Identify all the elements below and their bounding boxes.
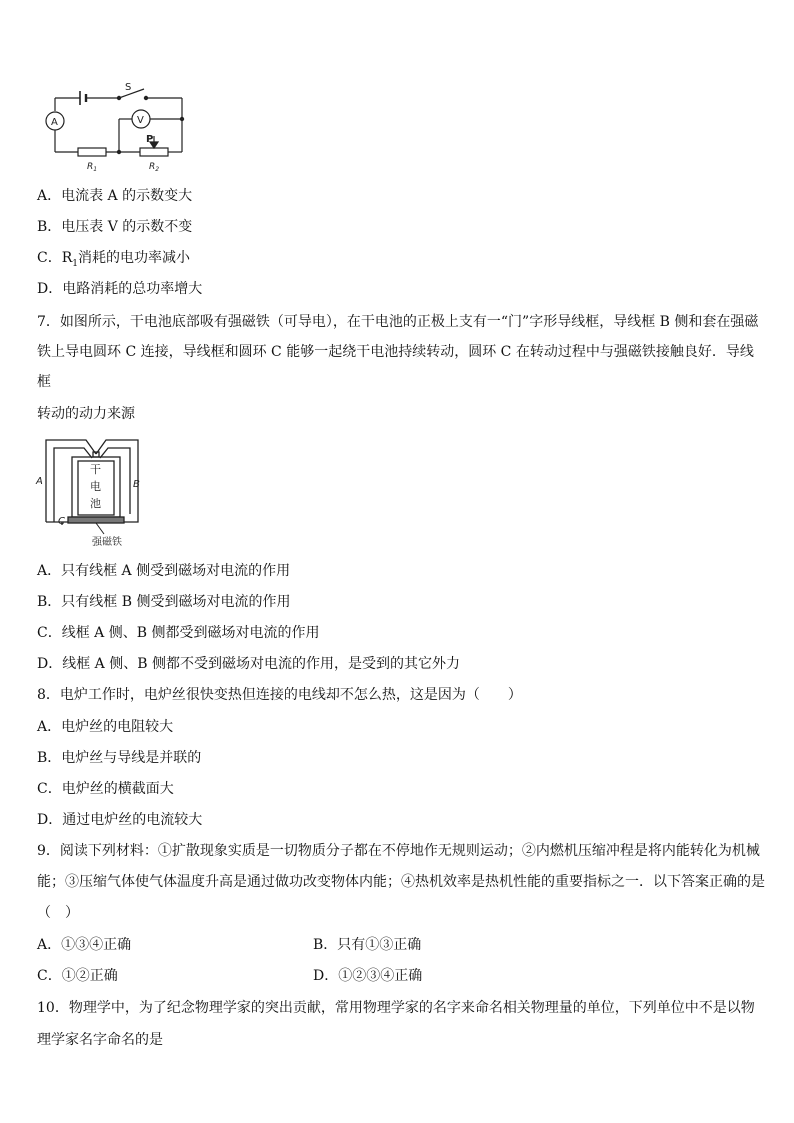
q8-option-b[interactable]: B．电炉丝与导线是并联的 (37, 750, 202, 766)
q8-stem: 8．电炉工作时，电炉丝很快变热但连接的电线却不怎么热，这是因为（ ） (37, 687, 522, 703)
q7-stem: 7．如图所示，干电池底部吸有强磁铁（可导电），在干电池的正极上支有一“门”字形导线框，导线框 B 侧和套在强磁铁上导电圆环 C 连接，导线框和圆环 C 能够一起绕干电池持续转动，圆环 C 在转动过程中与强磁铁接触良好．导线框 (37, 314, 759, 390)
q9-option-a[interactable]: A．①③④正确 (37, 937, 132, 953)
circuit-diagram (40, 78, 200, 173)
q8-option-a[interactable]: A．电炉丝的电阻较大 (37, 719, 174, 735)
battery-magnet-diagram (34, 434, 154, 550)
q8-option-d[interactable]: D．通过电炉丝的电流较大 (37, 812, 203, 828)
side-b-label: B (133, 479, 140, 490)
q6-option-c-rest: 消耗的电功率减小 (78, 250, 190, 266)
battery-char-2: 电 (90, 480, 101, 493)
voltmeter-label: V (137, 115, 144, 126)
q6-option-c-sub: 1 (72, 258, 78, 269)
q7-option-b[interactable]: B．只有线框 B 侧受到磁场对电流的作用 (37, 594, 291, 610)
q6-option-d[interactable]: D．电路消耗的总功率增大 (37, 281, 203, 297)
q8-option-c[interactable]: C．电炉丝的横截面大 (37, 781, 174, 797)
side-a-label: A (36, 476, 43, 487)
q6-option-c-prefix: C．R (37, 250, 73, 266)
battery-char-3: 池 (90, 497, 101, 510)
q7-stem-cont: 转动的动力来源 (37, 406, 135, 422)
q7-option-c[interactable]: C．线框 A 侧、B 侧都受到磁场对电流的作用 (37, 625, 320, 641)
switch-label: S (125, 82, 132, 93)
r2-label: $R_2$ (149, 162, 160, 173)
q9-option-b[interactable]: B．只有①③正确 (313, 937, 422, 953)
q7-option-d[interactable]: D．线框 A 侧、B 侧都不受到磁场对电流的作用，是受到的其它外力 (37, 656, 460, 672)
magnet-label: 强磁铁 (92, 537, 122, 548)
q6-option-b[interactable]: B．电压表 V 的示数不变 (37, 219, 193, 235)
q6-option-a[interactable]: A．电流表 A 的示数变大 (37, 188, 193, 204)
r1-label: $R_1$ (87, 162, 98, 173)
q7-option-a[interactable]: A．只有线框 A 侧受到磁场对电流的作用 (37, 563, 291, 579)
ring-c-label: C (58, 516, 65, 527)
slider-label: P (146, 134, 154, 145)
q9-option-c[interactable]: C．①②正确 (37, 968, 118, 984)
battery-char-1: 干 (90, 463, 101, 476)
q6-option-c[interactable] (37, 248, 190, 274)
ammeter-label: A (51, 117, 58, 128)
q9-stem: 9．阅读下列材料：①扩散现象实质是一切物质分子都在不停地作无规则运动；②内燃机压缩冲程是将内能转化为机械能；③压缩气体使气体温度升高是通过做功改变物体内能；④热机效率是热机性能的重要指标之一．以下答案正确的是（ ） (37, 843, 765, 921)
q9-option-d[interactable]: D．①②③④正确 (313, 968, 423, 984)
q10-stem: 10．物理学中，为了纪念物理学家的突出贡献，常用物理学家的名字来命名相关物理量的单位，下列单位中不是以物理学家名字命名的是 (37, 1000, 755, 1048)
